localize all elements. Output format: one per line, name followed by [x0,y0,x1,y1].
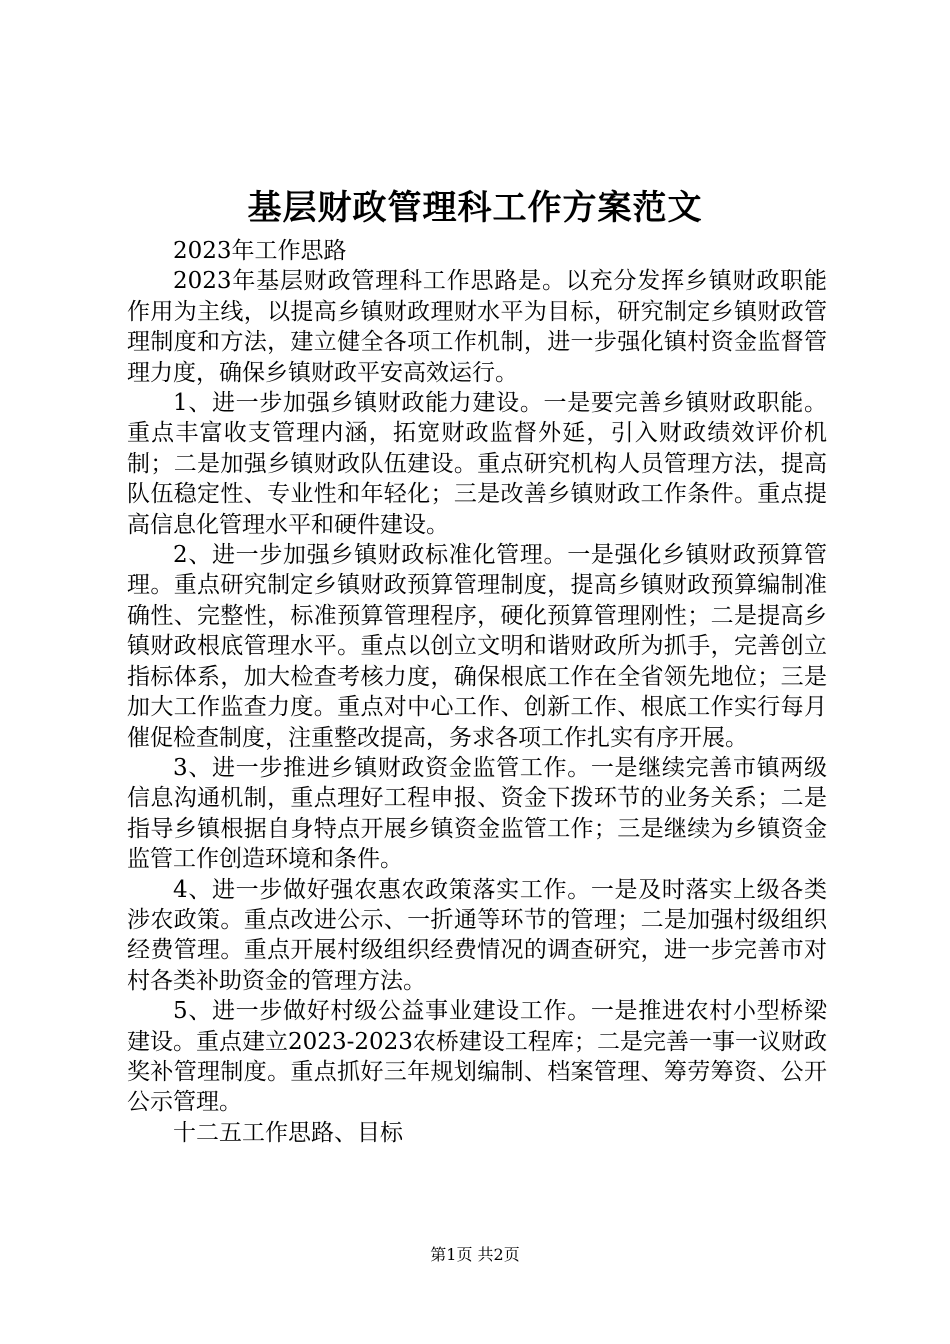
section-heading-2023: 2023年工作思路 [173,238,347,264]
item-paragraph-1: 1、进一步加强乡镇财政能力建设。一是要完善乡镇财政职能。重点丰富收支管理内涵，拓宽财政监督外延，引入财政绩效评价机制；二是加强乡镇财政队伍建设。重点研究机构人员管理方法，提高队伍稳定性、专业性和年轻化；三是改善乡镇财政工作条件。重点提高信息化管理水平和硬件建设。 [127,390,827,538]
document-title: 基层财政管理科工作方案范文 [247,188,703,228]
section-heading-12th-five-year: 十二五工作思路、目标 [173,1119,403,1146]
item-paragraph-5: 5、进一步做好村级公益事业建设工作。一是推进农村小型桥梁建设。重点建立2023-2023农桥建设工程库；二是完善一事一议财政奖补管理制度。重点抓好三年规划编制、档案管理、筹劳筹资、公开公示管理。 [127,998,827,1116]
item-paragraph-4: 4、进一步做好强农惠农政策落实工作。一是及时落实上级各类涉农政策。重点改进公示、一折通等环节的管理；二是加强村级组织经费管理。重点开展村级组织经费情况的调查研究，进一步完善市对村各类补助资金的管理方法。 [127,876,827,994]
document-body [127,236,827,1148]
item-paragraph-3: 3、进一步推进乡镇财政资金监管工作。一是继续完善市镇两级信息沟通机制，重点理好工程申报、资金下拨环节的业务关系；二是指导乡镇根据自身特点开展乡镇资金监管工作；三是继续为乡镇资金监管工作创造环境和条件。 [127,754,827,873]
page-footer: 第1页 共2页 [430,1245,520,1264]
intro-paragraph: 2023年基层财政管理科工作思路是。以充分发挥乡镇财政职能作用为主线，以提高乡镇财政理财水平为目标，研究制定乡镇财政管理制度和方法，建立健全各项工作机制，进一步强化镇村资金监督管理力度，确保乡镇财政平安高效运行。 [127,268,827,386]
item-paragraph-2: 2、进一步加强乡镇财政标准化管理。一是强化乡镇财政预算管理。重点研究制定乡镇财政预算管理制度，提高乡镇财政预算编制准确性、完整性，标准预算管理程序，硬化预算管理刚性；二是提高乡镇财政根底管理水平。重点以创立文明和谐财政所为抓手，完善创立指标体系，加大检查考核力度，确保根底工作在全省领先地位；三是加大工作监查力度。重点对中心工作、创新工作、根底工作实行每月催促检查制度，注重整改提高，务求各项工作扎实有序开展。 [127,542,827,751]
